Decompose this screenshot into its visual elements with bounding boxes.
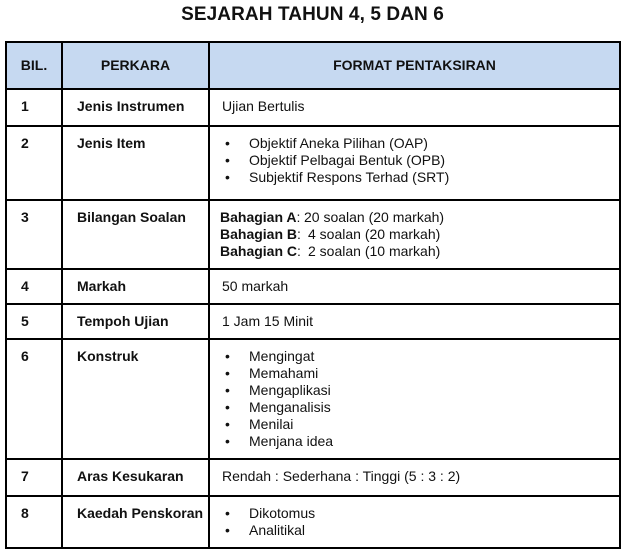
header-format: FORMAT PENTAKSIRAN [209, 42, 620, 89]
bullet-icon: • [225, 505, 230, 521]
list-item: • Objektif Pelbagai Bentuk (OPB) [225, 152, 446, 168]
list-item: • Mengingat [225, 348, 315, 364]
list-item: • Objektif Aneka Pilihan (OAP) [225, 135, 428, 151]
assessment-format-table [5, 41, 621, 549]
bullet-icon: • [225, 416, 230, 432]
row-number: 6 [6, 339, 62, 459]
bullet-icon: • [225, 152, 230, 168]
bullet-icon: • [225, 365, 230, 381]
table-row [6, 269, 620, 304]
row-number: 8 [6, 496, 62, 548]
header-perkara: PERKARA [62, 42, 209, 89]
bullet-icon: • [225, 135, 230, 151]
section-line: Bahagian B: 4 soalan (20 markah) [220, 226, 441, 242]
bullet-icon: • [225, 382, 230, 398]
page-title: SEJARAH TAHUN 4, 5 DAN 6 [181, 4, 444, 25]
row-item: Kaedah Penskoran [62, 496, 209, 548]
table-row [6, 89, 620, 126]
section-line: Bahagian A: 20 soalan (20 markah) [220, 209, 445, 225]
table-row [6, 339, 620, 459]
section-line: Bahagian C: 2 soalan (10 markah) [220, 243, 441, 259]
row-item: Bilangan Soalan [62, 200, 209, 269]
table-row [6, 304, 620, 339]
row-item: Markah [62, 269, 209, 304]
table-header-row [6, 42, 620, 89]
row-format [209, 126, 620, 200]
table-row [6, 126, 620, 200]
bullet-icon: • [225, 433, 230, 449]
list-item: • Analitikal [225, 522, 306, 538]
list-item: • Subjektif Respons Terhad (SRT) [225, 169, 450, 185]
bullet-icon: • [225, 522, 230, 538]
row-format: Ujian Bertulis [209, 89, 620, 126]
row-number: 7 [6, 459, 62, 496]
row-item: Konstruk [62, 339, 209, 459]
table-row [6, 200, 620, 269]
row-item: Jenis Item [62, 126, 209, 200]
row-item: Jenis Instrumen [62, 89, 209, 126]
row-format: Rendah : Sederhana : Tinggi (5 : 3 : 2) [209, 459, 620, 496]
row-format [209, 339, 620, 459]
row-number: 1 [6, 89, 62, 126]
list-item: • Mengaplikasi [225, 382, 331, 398]
table-row [6, 496, 620, 548]
row-item: Aras Kesukaran [62, 459, 209, 496]
row-number: 5 [6, 304, 62, 339]
list-item: • Memahami [225, 365, 319, 381]
list-item: • Menjana idea [225, 433, 334, 449]
header-bil: BIL. [6, 42, 62, 89]
list-item: • Menganalisis [225, 399, 331, 415]
row-number: 3 [6, 200, 62, 269]
bullet-list [222, 348, 619, 450]
row-format: 50 markah [209, 269, 620, 304]
row-number: 4 [6, 269, 62, 304]
row-format [209, 200, 620, 269]
bullet-icon: • [225, 399, 230, 415]
row-item: Tempoh Ujian [62, 304, 209, 339]
list-item: • Menilai [225, 416, 294, 432]
row-format: 1 Jam 15 Minit [209, 304, 620, 339]
bullet-list [222, 135, 619, 186]
bullet-list [222, 505, 619, 539]
row-format [209, 496, 620, 548]
bullet-icon: • [225, 169, 230, 185]
bullet-icon: • [225, 348, 230, 364]
row-number: 2 [6, 126, 62, 200]
list-item: • Dikotomus [225, 505, 316, 521]
table-row [6, 459, 620, 496]
